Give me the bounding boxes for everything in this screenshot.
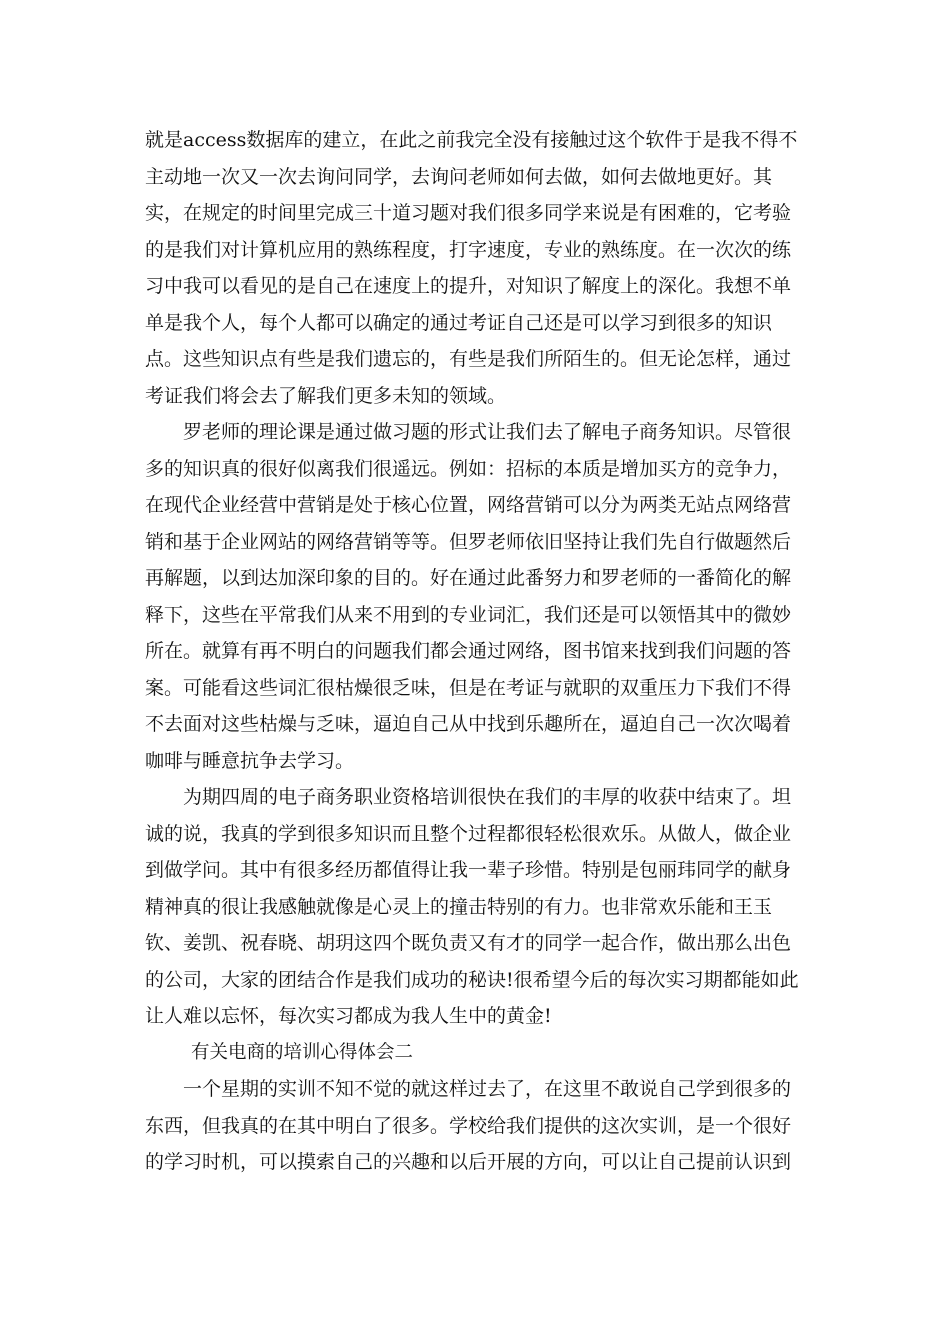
text-line: 的是我们对计算机应用的熟练程度，打字速度，专业的熟练度。在一次次的练 xyxy=(145,238,792,261)
text-line: 一个星期的实训不知不觉的就这样过去了，在这里不敢说自己学到很多的 xyxy=(183,1078,792,1100)
text-line: 的公司，大家的团结合作是我们成功的秘诀!很希望今后的每次实习期都能如此 xyxy=(145,968,799,991)
text-line: 钦、姜凯、祝春晓、胡玥这四个既负责又有才的同学一起合作，做出那么出色 xyxy=(145,932,792,954)
text-line: 不去面对这些枯燥与乏味，逼迫自己从中找到乐趣所在，逼迫自己一次次喝着 xyxy=(145,713,792,735)
text-line: 习中我可以看见的是自己在速度上的提升，对知识了解度上的深化。我想不单 xyxy=(145,275,792,297)
text-line: 东西，但我真的在其中明白了很多。学校给我们提供的这次实训，是一个很好 xyxy=(145,1114,792,1137)
text-line: 点。这些知识点有些是我们遗忘的，有些是我们所陌生的。但无论怎样，通过 xyxy=(145,348,792,370)
text-line: 在现代企业经营中营销是处于核心位置，网络营销可以分为两类无站点网络营 xyxy=(145,494,792,516)
text-line: 主动地一次又一次去询问同学，去询问老师如何去做，如何去做地更好。其 xyxy=(145,165,773,188)
text-line: 所在。就算有再不明白的问题我们都会通过网络，图书馆来找到我们问题的答 xyxy=(145,640,792,662)
text-line: 就是access数据库的建立，在此之前我完全没有接触过这个软件于是我不得不 xyxy=(145,129,798,151)
text-line: 销和基于企业网站的网络营销等等。但罗老师依旧坚持让我们先自行做题然后 xyxy=(145,530,792,553)
text-line: 到做学问。其中有很多经历都值得让我一辈子珍惜。特别是包丽玮同学的献身 xyxy=(145,859,792,881)
document-body xyxy=(145,122,805,1181)
text-line: 案。可能看这些词汇很枯燥很乏味，但是在考证与就职的双重压力下我们不得 xyxy=(145,676,792,699)
text-line: 诚的说，我真的学到很多知识而且整个过程都很轻松很欢乐。从做人，做企业 xyxy=(145,822,792,845)
text-line: 咖啡与睡意抗争去学习。 xyxy=(145,749,355,772)
text-line: 的学习时机，可以摸索自己的兴趣和以后开展的方向，可以让自己提前认识到 xyxy=(145,1151,792,1173)
section-heading: 有关电商的培训心得体会二 xyxy=(191,1041,414,1063)
text-line: 精神真的很让我感触就像是心灵上的撞击特别的有力。也非常欢乐能和王玉 xyxy=(145,895,773,918)
text-line: 多的知识真的很好似离我们很遥远。例如：招标的本质是增加买方的竞争力， xyxy=(145,457,792,480)
text-line: 释下，这些在平常我们从来不用到的专业词汇，我们还是可以领悟其中的微妙 xyxy=(145,603,792,626)
text-line: 让人难以忘怀，每次实习都成为我人生中的黄金! xyxy=(145,1005,552,1027)
text-line: 为期四周的电子商务职业资格培训很快在我们的丰厚的收获中结束了。坦 xyxy=(183,786,792,808)
text-line: 实，在规定的时间里完成三十道习题对我们很多同学来说是有困难的，它考验 xyxy=(145,202,792,224)
text-line: 罗老师的理论课是通过做习题的形式让我们去了解电子商务知识。尽管很 xyxy=(183,421,792,443)
text-line: 单是我个人，每个人都可以确定的通过考证自己还是可以学习到很多的知识 xyxy=(145,311,773,334)
text-line: 考证我们将会去了解我们更多未知的领域。 xyxy=(145,384,507,407)
text-line: 再解题，以到达加深印象的目的。好在通过此番努力和罗老师的一番简化的解 xyxy=(145,567,792,589)
